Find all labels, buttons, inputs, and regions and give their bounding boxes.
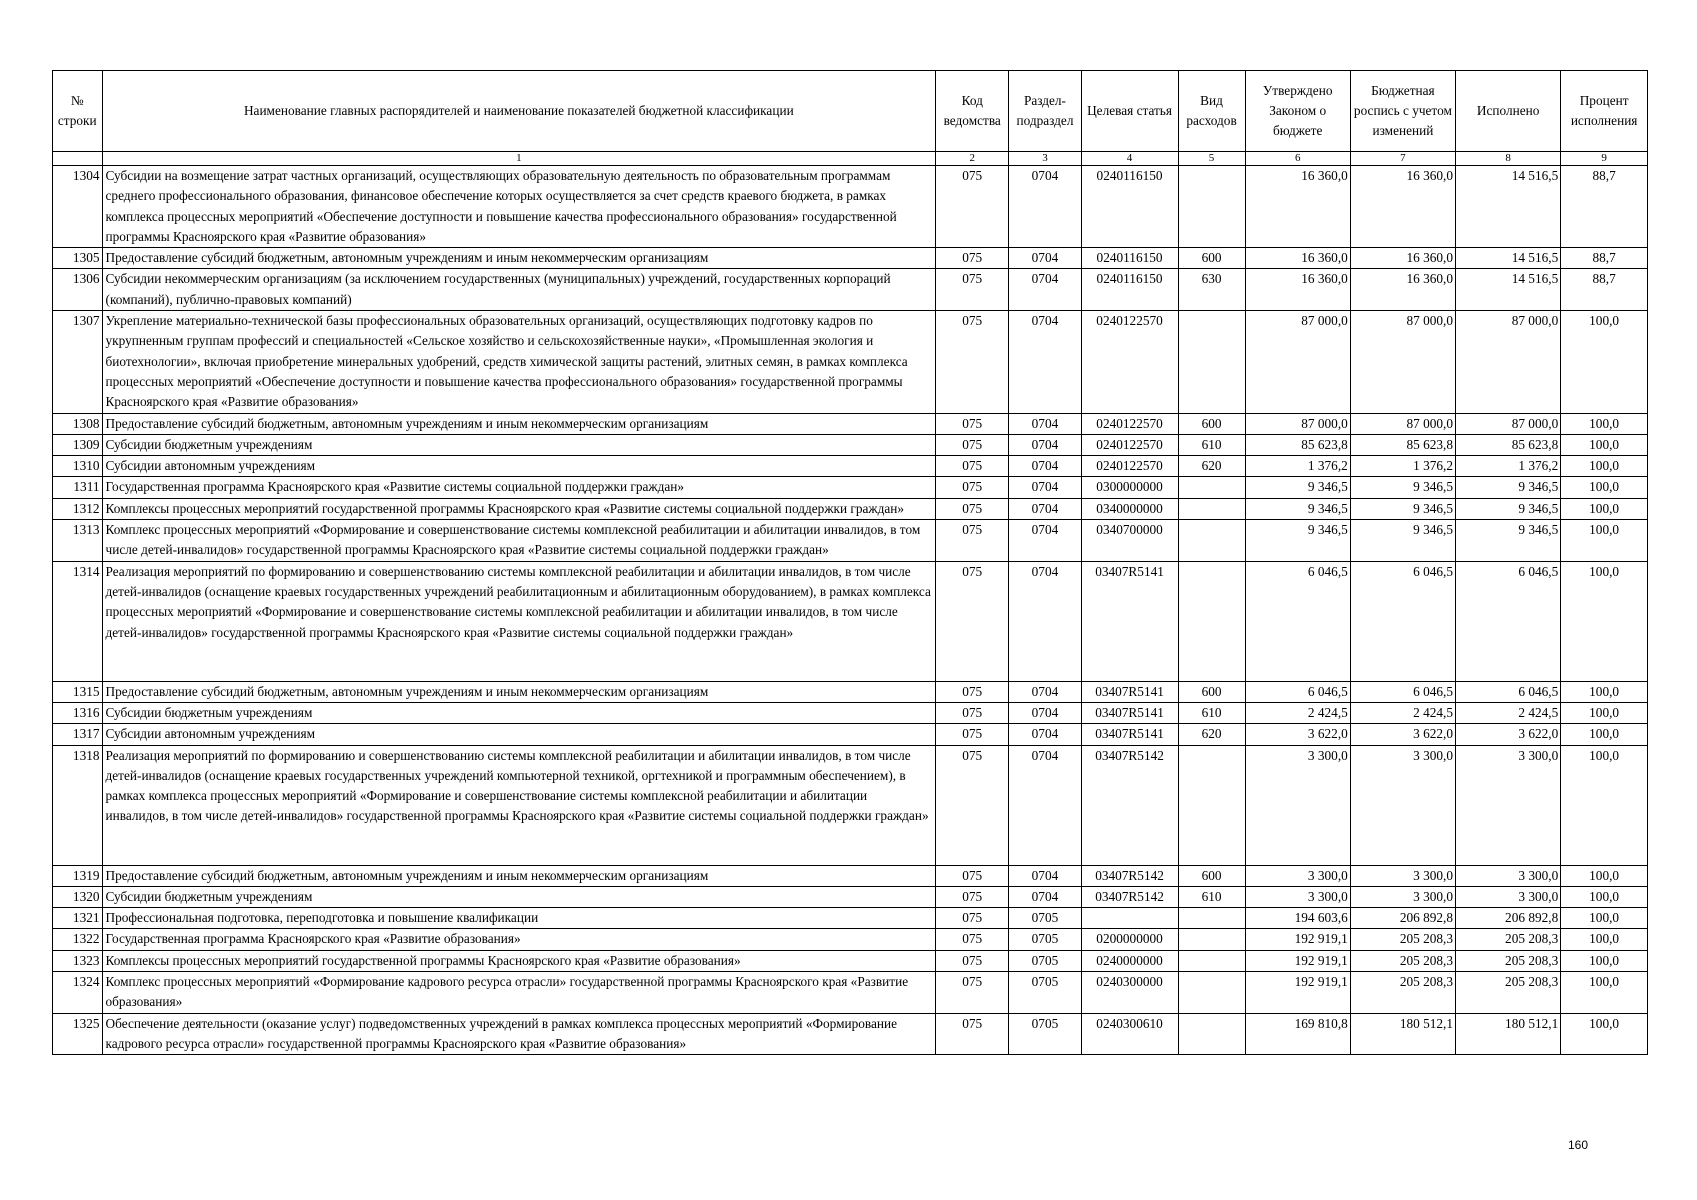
cell-expense-type	[1178, 929, 1245, 950]
cell-executed: 1 376,2	[1456, 456, 1561, 477]
column-number-row	[53, 152, 1648, 166]
cell-executed: 6 046,5	[1456, 561, 1561, 681]
cell-name: Государственная программа Красноярского края «Развитие системы социальной поддержки граждан»	[102, 477, 936, 498]
cell-budget-list: 87 000,0	[1350, 311, 1455, 413]
cell-target-item: 03407R5141	[1081, 702, 1178, 723]
table-row	[53, 561, 1648, 681]
cell-target-item: 0240122570	[1081, 434, 1178, 455]
cell-row-number: 1317	[53, 724, 103, 745]
cell-row-number: 1306	[53, 269, 103, 311]
cell-expense-type	[1178, 950, 1245, 971]
cell-approved: 192 919,1	[1245, 929, 1350, 950]
cell-section: 0704	[1009, 886, 1081, 907]
cell-target-item: 0240000000	[1081, 950, 1178, 971]
cell-percent: 100,0	[1561, 434, 1648, 455]
table-row	[53, 269, 1648, 311]
cell-section: 0705	[1009, 950, 1081, 971]
cell-expense-type	[1178, 166, 1245, 248]
table-row	[53, 972, 1648, 1014]
cell-budget-list: 3 300,0	[1350, 865, 1455, 886]
cell-name: Укрепление материально-технической базы профессиональных образовательных организаций, осуществляющих подготовку кадров по укрупненным группам профессий и специальностей «Сельское хозяйство и сельскохозяйственные науки», «Промышленная экология и биотехнологии», включая приобретение минеральных удобрений, средств химической защиты растений, элитных семян, в рамках комплекса процессных мероприятий «Обеспечение доступности и повышение качества профессионального образования» государственной программы Красноярского края «Развитие образования»	[102, 311, 936, 413]
cell-name: Субсидии бюджетным учреждениям	[102, 702, 936, 723]
cell-budget-list: 87 000,0	[1350, 413, 1455, 434]
header-expense-type: Вид расходов	[1178, 71, 1245, 152]
cell-executed: 3 300,0	[1456, 865, 1561, 886]
header-approved: Утверждено Законом о бюджете	[1245, 71, 1350, 152]
cell-row-number: 1308	[53, 413, 103, 434]
cell-name: Предоставление субсидий бюджетным, автономным учреждениям и иным некоммерческим организациям	[102, 865, 936, 886]
cell-approved: 3 300,0	[1245, 886, 1350, 907]
table-header-row	[53, 71, 1648, 152]
cell-expense-type: 600	[1178, 413, 1245, 434]
cell-name: Комплексы процессных мероприятий государственной программы Красноярского края «Развитие образования»	[102, 950, 936, 971]
cell-executed: 87 000,0	[1456, 413, 1561, 434]
cell-target-item: 0340000000	[1081, 498, 1178, 519]
cell-section: 0704	[1009, 248, 1081, 269]
cell-budget-list: 9 346,5	[1350, 477, 1455, 498]
cell-budget-list: 16 360,0	[1350, 248, 1455, 269]
cell-percent: 100,0	[1561, 972, 1648, 1014]
cell-target-item: 03407R5142	[1081, 886, 1178, 907]
cell-row-number: 1319	[53, 865, 103, 886]
cell-target-item: 03407R5142	[1081, 745, 1178, 865]
table-row	[53, 886, 1648, 907]
cell-budget-list: 2 424,5	[1350, 702, 1455, 723]
cell-approved: 9 346,5	[1245, 498, 1350, 519]
cell-name: Субсидии на возмещение затрат частных организаций, осуществляющих образовательную деятельность по образовательным программам среднего профессионального образования, финансовое обеспечение которых осуществляется за счет средств краевого бюджета, в рамках комплекса процессных мероприятий «Обеспечение доступности и повышение качества профессионального образования» государственной программы Красноярского края «Развитие образования»	[102, 166, 936, 248]
cell-percent: 100,0	[1561, 681, 1648, 702]
cell-expense-type: 610	[1178, 702, 1245, 723]
cell-budget-list: 16 360,0	[1350, 269, 1455, 311]
cell-budget-list: 180 512,1	[1350, 1013, 1455, 1055]
cell-target-item: 0240300610	[1081, 1013, 1178, 1055]
cell-row-number: 1320	[53, 886, 103, 907]
cell-department-code: 075	[936, 269, 1009, 311]
cell-department-code: 075	[936, 561, 1009, 681]
cell-percent: 100,0	[1561, 477, 1648, 498]
column-number: 5	[1178, 152, 1245, 166]
cell-row-number: 1305	[53, 248, 103, 269]
cell-department-code: 075	[936, 929, 1009, 950]
column-number: 8	[1456, 152, 1561, 166]
cell-name: Субсидии бюджетным учреждениям	[102, 886, 936, 907]
table-row	[53, 477, 1648, 498]
cell-department-code: 075	[936, 477, 1009, 498]
cell-department-code: 075	[936, 434, 1009, 455]
table-row	[53, 865, 1648, 886]
column-number: 6	[1245, 152, 1350, 166]
cell-percent: 100,0	[1561, 886, 1648, 907]
table-row	[53, 456, 1648, 477]
cell-name: Субсидии бюджетным учреждениям	[102, 434, 936, 455]
cell-expense-type: 610	[1178, 434, 1245, 455]
cell-budget-list: 3 622,0	[1350, 724, 1455, 745]
header-section: Раздел-подраздел	[1009, 71, 1081, 152]
cell-target-item: 03407R5141	[1081, 724, 1178, 745]
table-row	[53, 1013, 1648, 1055]
cell-name: Субсидии автономным учреждениям	[102, 724, 936, 745]
table-row	[53, 681, 1648, 702]
cell-department-code: 075	[936, 886, 1009, 907]
cell-row-number: 1304	[53, 166, 103, 248]
cell-row-number: 1324	[53, 972, 103, 1014]
cell-executed: 3 300,0	[1456, 886, 1561, 907]
cell-executed: 205 208,3	[1456, 972, 1561, 1014]
table-row	[53, 908, 1648, 929]
cell-name: Профессиональная подготовка, переподготовка и повышение квалификации	[102, 908, 936, 929]
cell-executed: 2 424,5	[1456, 702, 1561, 723]
cell-target-item: 0240300000	[1081, 972, 1178, 1014]
cell-executed: 85 623,8	[1456, 434, 1561, 455]
table-row	[53, 413, 1648, 434]
cell-approved: 3 622,0	[1245, 724, 1350, 745]
cell-row-number: 1325	[53, 1013, 103, 1055]
header-target-item: Целевая статья	[1081, 71, 1178, 152]
cell-department-code: 075	[936, 702, 1009, 723]
cell-section: 0704	[1009, 865, 1081, 886]
table-row	[53, 311, 1648, 413]
cell-percent: 100,0	[1561, 413, 1648, 434]
column-number: 3	[1009, 152, 1081, 166]
cell-department-code: 075	[936, 950, 1009, 971]
cell-expense-type: 600	[1178, 865, 1245, 886]
cell-name: Субсидии автономным учреждениям	[102, 456, 936, 477]
cell-department-code: 075	[936, 456, 1009, 477]
cell-row-number: 1316	[53, 702, 103, 723]
budget-execution-table	[52, 70, 1648, 1055]
header-row-number: № строки	[53, 71, 103, 152]
cell-expense-type	[1178, 972, 1245, 1014]
cell-budget-list: 9 346,5	[1350, 520, 1455, 562]
column-number: 7	[1350, 152, 1455, 166]
cell-percent: 100,0	[1561, 311, 1648, 413]
cell-percent: 100,0	[1561, 561, 1648, 681]
cell-row-number: 1315	[53, 681, 103, 702]
cell-row-number: 1321	[53, 908, 103, 929]
cell-target-item: 0240116150	[1081, 166, 1178, 248]
cell-executed: 205 208,3	[1456, 929, 1561, 950]
cell-executed: 206 892,8	[1456, 908, 1561, 929]
cell-section: 0705	[1009, 972, 1081, 1014]
cell-department-code: 075	[936, 311, 1009, 413]
cell-target-item	[1081, 908, 1178, 929]
cell-department-code: 075	[936, 908, 1009, 929]
cell-approved: 3 300,0	[1245, 865, 1350, 886]
cell-budget-list: 16 360,0	[1350, 166, 1455, 248]
cell-department-code: 075	[936, 681, 1009, 702]
cell-target-item: 03407R5142	[1081, 865, 1178, 886]
cell-percent: 100,0	[1561, 908, 1648, 929]
cell-section: 0705	[1009, 1013, 1081, 1055]
cell-name: Государственная программа Красноярского края «Развитие образования»	[102, 929, 936, 950]
cell-executed: 14 516,5	[1456, 248, 1561, 269]
cell-row-number: 1307	[53, 311, 103, 413]
cell-department-code: 075	[936, 498, 1009, 519]
header-name: Наименование главных распорядителей и наименование показателей бюджетной классификации	[102, 71, 936, 152]
cell-section: 0704	[1009, 498, 1081, 519]
cell-expense-type	[1178, 561, 1245, 681]
cell-section: 0705	[1009, 929, 1081, 950]
table-row	[53, 248, 1648, 269]
cell-approved: 16 360,0	[1245, 248, 1350, 269]
table-row	[53, 724, 1648, 745]
cell-percent: 100,0	[1561, 520, 1648, 562]
cell-executed: 180 512,1	[1456, 1013, 1561, 1055]
column-number: 4	[1081, 152, 1178, 166]
cell-budget-list: 205 208,3	[1350, 929, 1455, 950]
cell-expense-type: 600	[1178, 681, 1245, 702]
cell-name: Предоставление субсидий бюджетным, автономным учреждениям и иным некоммерческим организациям	[102, 248, 936, 269]
cell-percent: 100,0	[1561, 724, 1648, 745]
cell-section: 0705	[1009, 908, 1081, 929]
cell-executed: 9 346,5	[1456, 520, 1561, 562]
cell-approved: 192 919,1	[1245, 972, 1350, 1014]
budget-table-container	[52, 70, 1648, 1055]
cell-executed: 6 046,5	[1456, 681, 1561, 702]
cell-name: Предоставление субсидий бюджетным, автономным учреждениям и иным некоммерческим организациям	[102, 413, 936, 434]
cell-approved: 9 346,5	[1245, 477, 1350, 498]
cell-approved: 2 424,5	[1245, 702, 1350, 723]
cell-department-code: 075	[936, 745, 1009, 865]
cell-department-code: 075	[936, 166, 1009, 248]
cell-section: 0704	[1009, 166, 1081, 248]
cell-percent: 88,7	[1561, 248, 1648, 269]
cell-department-code: 075	[936, 520, 1009, 562]
cell-budget-list: 206 892,8	[1350, 908, 1455, 929]
cell-name: Комплексы процессных мероприятий государственной программы Красноярского края «Развитие системы социальной поддержки граждан»	[102, 498, 936, 519]
cell-expense-type	[1178, 745, 1245, 865]
cell-target-item: 0240116150	[1081, 248, 1178, 269]
cell-percent: 88,7	[1561, 166, 1648, 248]
cell-executed: 9 346,5	[1456, 477, 1561, 498]
header-department-code: Код ведомства	[936, 71, 1009, 152]
cell-approved: 169 810,8	[1245, 1013, 1350, 1055]
table-row	[53, 520, 1648, 562]
cell-name: Предоставление субсидий бюджетным, автономным учреждениям и иным некоммерческим организациям	[102, 681, 936, 702]
cell-budget-list: 3 300,0	[1350, 745, 1455, 865]
cell-approved: 87 000,0	[1245, 311, 1350, 413]
cell-section: 0704	[1009, 561, 1081, 681]
table-row	[53, 929, 1648, 950]
cell-expense-type	[1178, 908, 1245, 929]
cell-approved: 6 046,5	[1245, 681, 1350, 702]
column-number: 9	[1561, 152, 1648, 166]
cell-percent: 100,0	[1561, 1013, 1648, 1055]
cell-name: Реализация мероприятий по формированию и совершенствованию системы комплексной реабилитации и абилитации инвалидов, в том числе детей-инвалидов (оснащение краевых государственных учреждений реабилитационным и абилитационным оборудованием), в рамках комплекса процессных мероприятий «Формирование и совершенствование системы комплексной реабилитации и абилитации инвалидов, в том числе детей-инвалидов» государственной программы Красноярского края «Развитие системы социальной поддержки граждан»	[102, 561, 936, 681]
cell-executed: 14 516,5	[1456, 269, 1561, 311]
cell-percent: 88,7	[1561, 269, 1648, 311]
header-budget-list: Бюджетная роспись с учетом изменений	[1350, 71, 1455, 152]
cell-approved: 3 300,0	[1245, 745, 1350, 865]
cell-approved: 87 000,0	[1245, 413, 1350, 434]
page-number: 160	[1568, 1138, 1589, 1152]
cell-section: 0704	[1009, 702, 1081, 723]
cell-section: 0704	[1009, 724, 1081, 745]
cell-expense-type: 630	[1178, 269, 1245, 311]
cell-expense-type	[1178, 1013, 1245, 1055]
cell-expense-type	[1178, 477, 1245, 498]
cell-target-item: 03407R5141	[1081, 681, 1178, 702]
cell-percent: 100,0	[1561, 456, 1648, 477]
cell-executed: 9 346,5	[1456, 498, 1561, 519]
cell-budget-list: 9 346,5	[1350, 498, 1455, 519]
cell-row-number: 1311	[53, 477, 103, 498]
table-row	[53, 702, 1648, 723]
cell-percent: 100,0	[1561, 929, 1648, 950]
table-body	[53, 166, 1648, 1055]
cell-target-item: 03407R5141	[1081, 561, 1178, 681]
cell-percent: 100,0	[1561, 702, 1648, 723]
header-percent: Процент исполнения	[1561, 71, 1648, 152]
table-row	[53, 434, 1648, 455]
cell-expense-type: 600	[1178, 248, 1245, 269]
cell-section: 0704	[1009, 311, 1081, 413]
cell-executed: 87 000,0	[1456, 311, 1561, 413]
cell-name: Реализация мероприятий по формированию и совершенствованию системы комплексной реабилитации и абилитации инвалидов, в том числе детей-инвалидов (оснащение краевых государственных учреждений компьютерной техникой, оргтехникой и программным обеспечением), в рамках комплекса процессных мероприятий «Формирование и совершенствование системы комплексной реабилитации и абилитации инвалидов, в том числе детей-инвалидов» государственной программы Красноярского края «Развитие системы социальной поддержки граждан»	[102, 745, 936, 865]
cell-target-item: 0240116150	[1081, 269, 1178, 311]
table-row	[53, 498, 1648, 519]
cell-row-number: 1310	[53, 456, 103, 477]
cell-budget-list: 6 046,5	[1350, 561, 1455, 681]
table-row	[53, 950, 1648, 971]
header-executed: Исполнено	[1456, 71, 1561, 152]
cell-percent: 100,0	[1561, 498, 1648, 519]
cell-expense-type: 620	[1178, 456, 1245, 477]
cell-target-item: 0240122570	[1081, 413, 1178, 434]
cell-department-code: 075	[936, 413, 1009, 434]
cell-section: 0704	[1009, 477, 1081, 498]
cell-row-number: 1313	[53, 520, 103, 562]
cell-name: Комплекс процессных мероприятий «Формирование и совершенствование системы комплексной реабилитации и абилитации инвалидов, в том числе детей-инвалидов» государственной программы Красноярского края «Развитие системы социальной поддержки граждан»	[102, 520, 936, 562]
cell-target-item: 0300000000	[1081, 477, 1178, 498]
cell-section: 0704	[1009, 413, 1081, 434]
cell-row-number: 1309	[53, 434, 103, 455]
column-number: 1	[102, 152, 936, 166]
cell-percent: 100,0	[1561, 745, 1648, 865]
cell-budget-list: 6 046,5	[1350, 681, 1455, 702]
cell-approved: 1 376,2	[1245, 456, 1350, 477]
cell-budget-list: 85 623,8	[1350, 434, 1455, 455]
cell-expense-type	[1178, 311, 1245, 413]
cell-section: 0704	[1009, 269, 1081, 311]
cell-section: 0704	[1009, 434, 1081, 455]
cell-executed: 3 622,0	[1456, 724, 1561, 745]
cell-budget-list: 205 208,3	[1350, 972, 1455, 1014]
cell-name: Субсидии некоммерческим организациям (за исключением государственных (муниципальных) учреждений, государственных корпораций (компаний), публично-правовых компаний)	[102, 269, 936, 311]
cell-target-item: 0200000000	[1081, 929, 1178, 950]
cell-section: 0704	[1009, 520, 1081, 562]
cell-percent: 100,0	[1561, 950, 1648, 971]
cell-approved: 85 623,8	[1245, 434, 1350, 455]
cell-approved: 16 360,0	[1245, 166, 1350, 248]
column-number: 2	[936, 152, 1009, 166]
cell-expense-type	[1178, 498, 1245, 519]
cell-target-item: 0240122570	[1081, 456, 1178, 477]
cell-row-number: 1314	[53, 561, 103, 681]
cell-percent: 100,0	[1561, 865, 1648, 886]
cell-department-code: 075	[936, 724, 1009, 745]
cell-approved: 9 346,5	[1245, 520, 1350, 562]
cell-section: 0704	[1009, 681, 1081, 702]
cell-expense-type: 610	[1178, 886, 1245, 907]
cell-department-code: 075	[936, 865, 1009, 886]
cell-approved: 192 919,1	[1245, 950, 1350, 971]
cell-department-code: 075	[936, 1013, 1009, 1055]
table-row	[53, 166, 1648, 248]
cell-section: 0704	[1009, 456, 1081, 477]
cell-budget-list: 1 376,2	[1350, 456, 1455, 477]
cell-budget-list: 3 300,0	[1350, 886, 1455, 907]
table-row	[53, 745, 1648, 865]
cell-expense-type	[1178, 520, 1245, 562]
cell-row-number: 1322	[53, 929, 103, 950]
cell-name: Комплекс процессных мероприятий «Формирование кадрового ресурса отрасли» государственной программы Красноярского края «Развитие образования»	[102, 972, 936, 1014]
cell-expense-type: 620	[1178, 724, 1245, 745]
cell-approved: 194 603,6	[1245, 908, 1350, 929]
cell-section: 0704	[1009, 745, 1081, 865]
cell-executed: 14 516,5	[1456, 166, 1561, 248]
cell-name: Обеспечение деятельности (оказание услуг) подведомственных учреждений в рамках комплекса процессных мероприятий «Формирование кадрового ресурса отрасли» государственной программы Красноярского края «Развитие образования»	[102, 1013, 936, 1055]
cell-target-item: 0340700000	[1081, 520, 1178, 562]
cell-row-number: 1323	[53, 950, 103, 971]
cell-budget-list: 205 208,3	[1350, 950, 1455, 971]
cell-department-code: 075	[936, 248, 1009, 269]
column-number	[53, 152, 103, 166]
cell-executed: 205 208,3	[1456, 950, 1561, 971]
cell-department-code: 075	[936, 972, 1009, 1014]
cell-approved: 6 046,5	[1245, 561, 1350, 681]
cell-row-number: 1318	[53, 745, 103, 865]
cell-approved: 16 360,0	[1245, 269, 1350, 311]
cell-target-item: 0240122570	[1081, 311, 1178, 413]
cell-executed: 3 300,0	[1456, 745, 1561, 865]
cell-row-number: 1312	[53, 498, 103, 519]
